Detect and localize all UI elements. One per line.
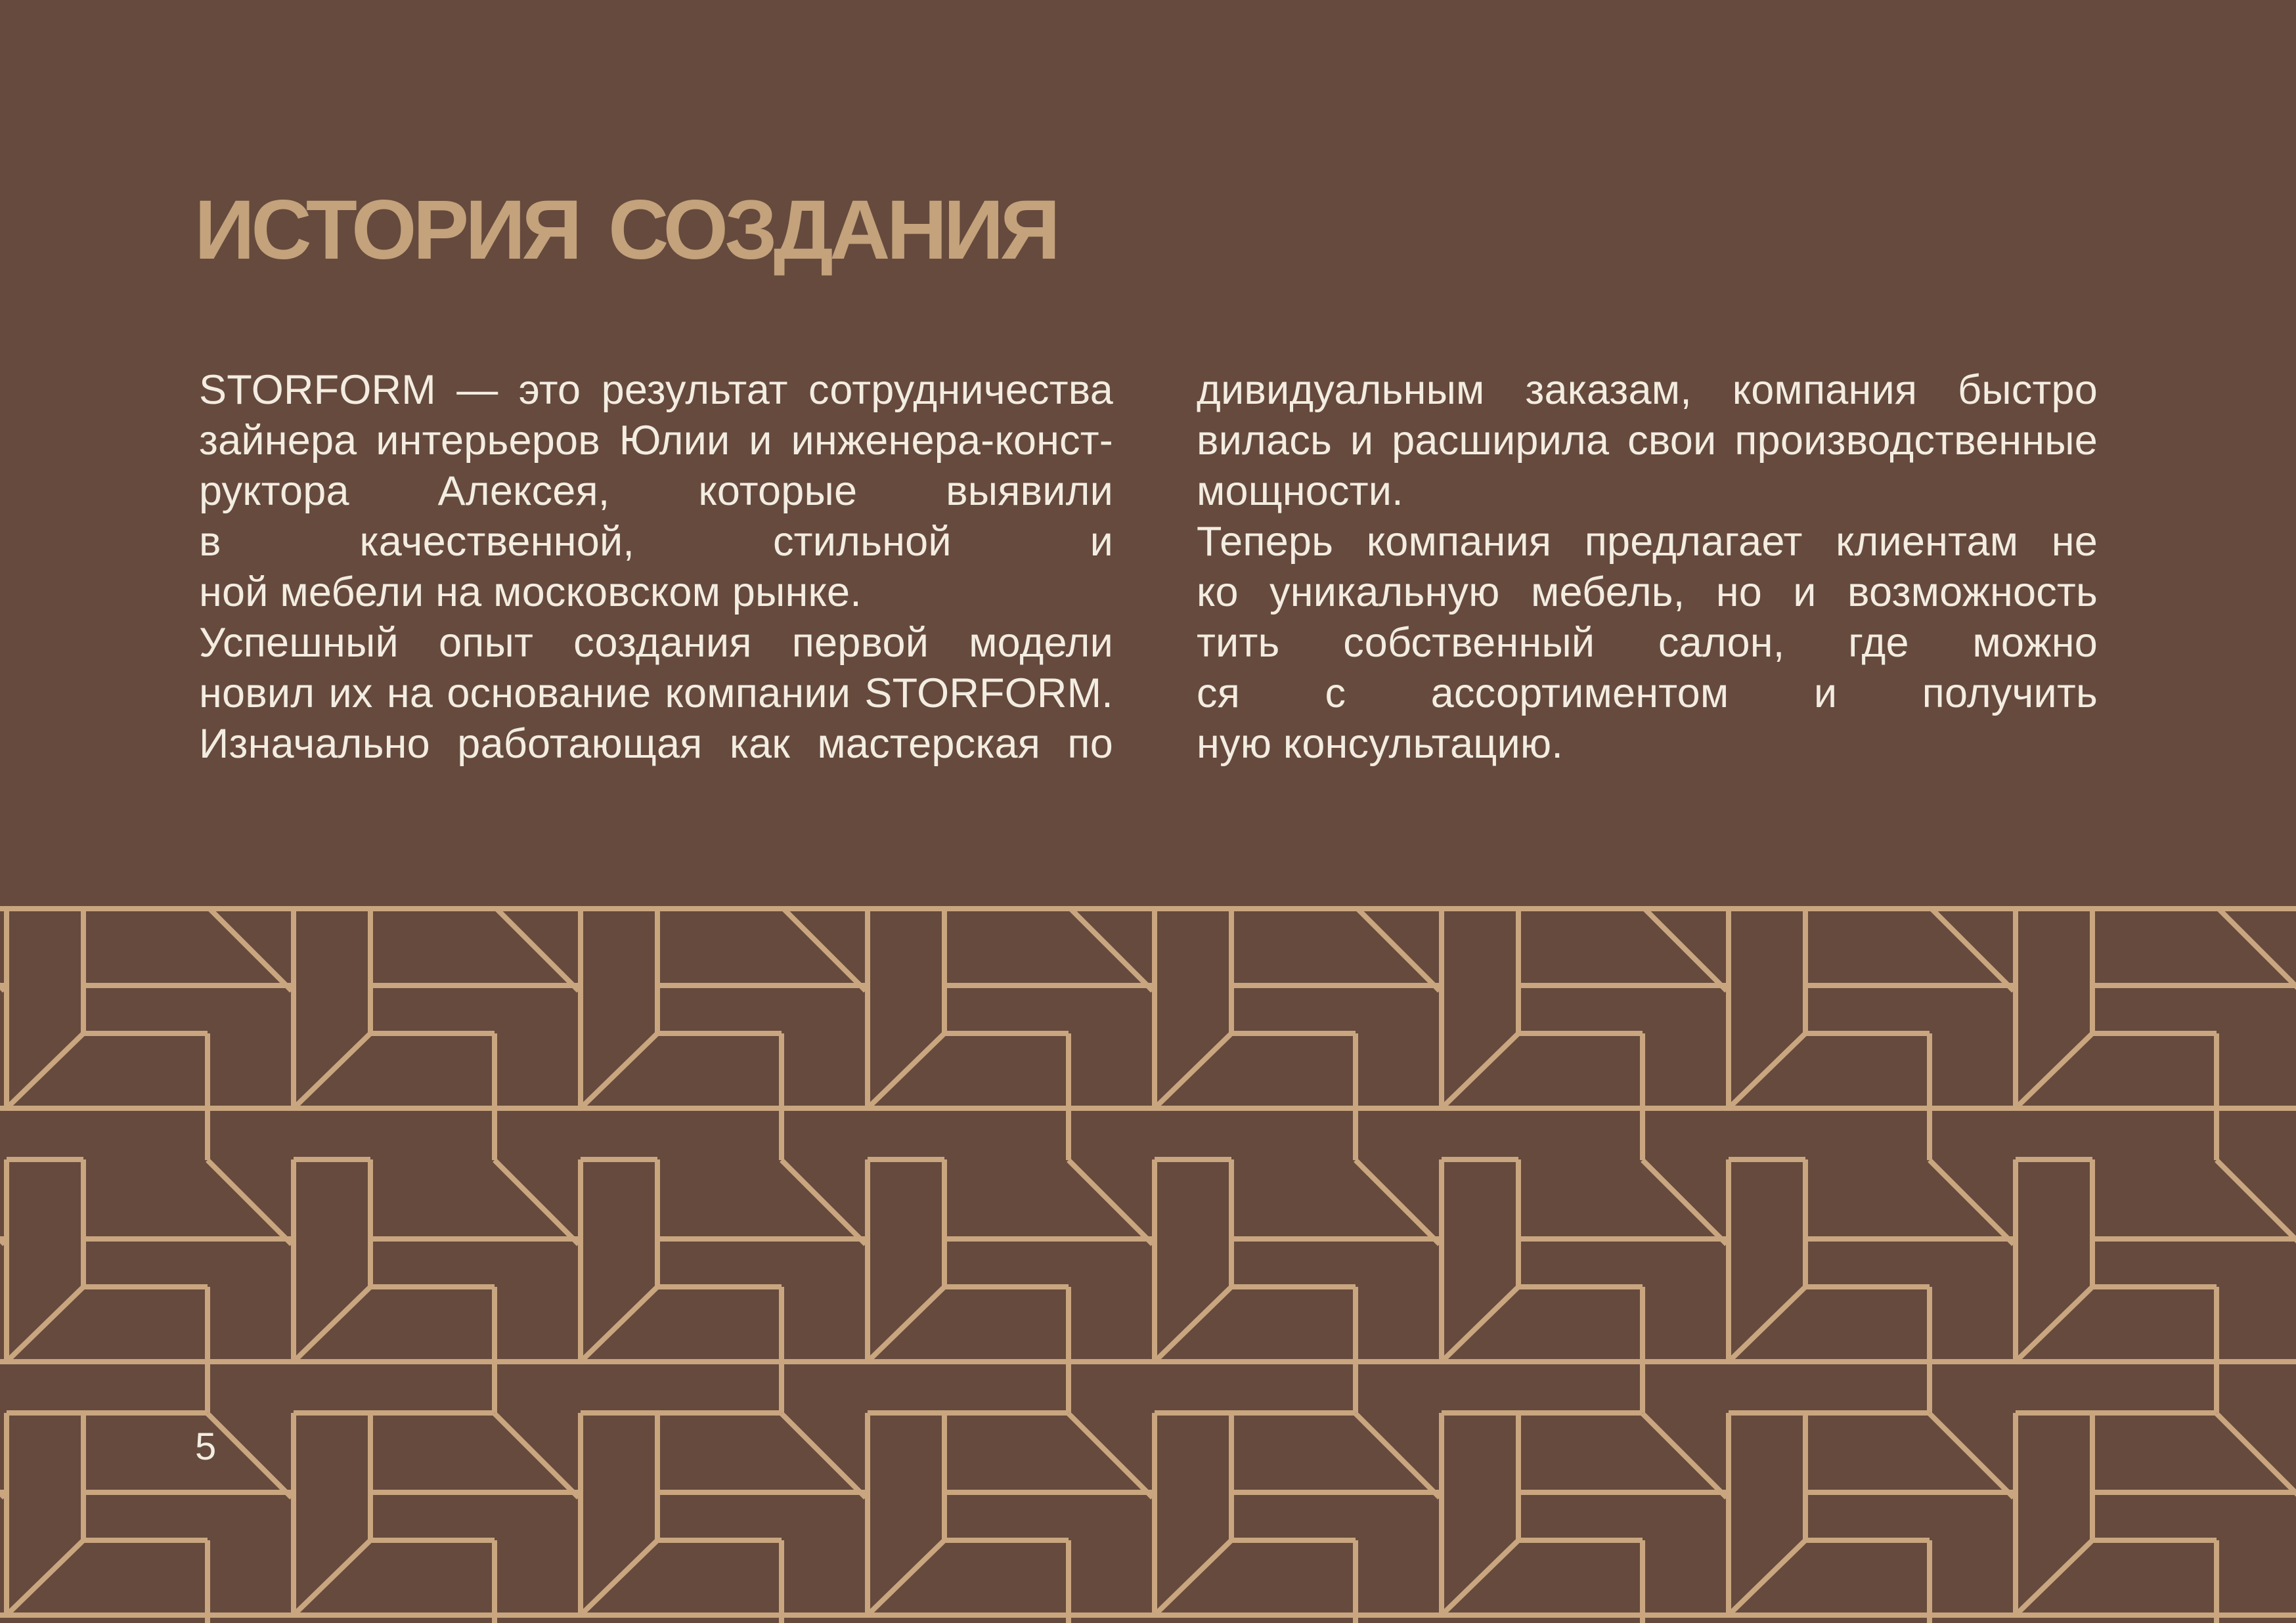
text-line: новил их на основание компании STORFORM. bbox=[199, 670, 1113, 716]
page-number: 5 bbox=[195, 1425, 217, 1468]
text-line: Изначально работающая как мастерская по bbox=[199, 721, 1113, 767]
text-line: Теперь компания предлагает клиентам не bbox=[1197, 519, 2098, 565]
text-line: вилась и расширила свои производственные bbox=[1197, 418, 2098, 464]
text-line: STORFORM — это результат сотрудничества bbox=[199, 367, 1113, 413]
text-line: ко уникальную мебель, но и возможность bbox=[1197, 569, 2098, 615]
text-column-right bbox=[1197, 365, 2098, 769]
text-line: ной мебели на московском рынке. bbox=[199, 569, 862, 615]
text-line: мощности. bbox=[1197, 468, 1403, 514]
text-line: Успешный опыт создания первой модели bbox=[199, 620, 1113, 666]
text-column-left bbox=[199, 365, 1113, 769]
page-title: ИСТОРИЯ СОЗДАНИЯ bbox=[194, 183, 1057, 277]
text-line: ся с ассортиментом и получить bbox=[1197, 670, 2098, 716]
text-line: зайнера интерьеров Юлии и инженера-конст- bbox=[199, 418, 1113, 464]
text-line: руктора Алексея, которые выявили bbox=[199, 468, 1113, 514]
text-line: ную консультацию. bbox=[1197, 721, 1564, 767]
text-line: тить собственный салон, где можно bbox=[1197, 620, 2098, 666]
text-line: дивидуальным заказам, компания быстро bbox=[1197, 367, 2098, 413]
parquet-pattern bbox=[0, 906, 2296, 1623]
text-line: в качественной, стильной и bbox=[199, 519, 1113, 565]
